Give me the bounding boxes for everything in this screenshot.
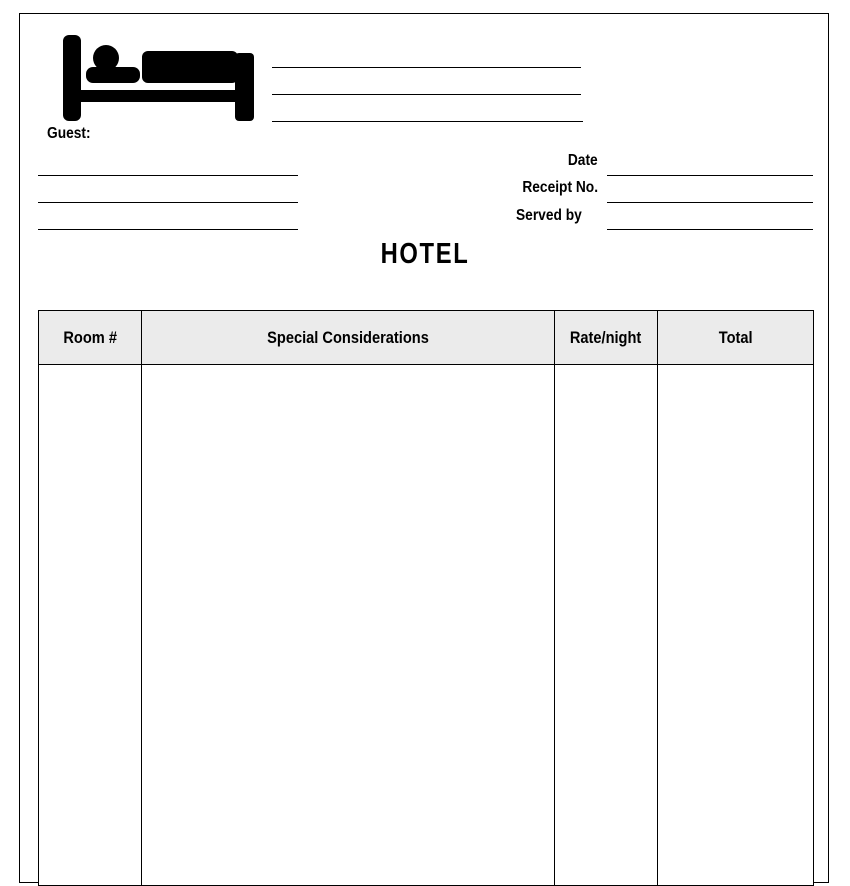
business-line-1[interactable]: [272, 67, 581, 68]
guest-line-3[interactable]: [38, 229, 298, 230]
guest-line-2[interactable]: [38, 202, 298, 203]
receipt-number-field-line[interactable]: [607, 202, 813, 203]
guest-line-1[interactable]: [38, 175, 298, 176]
page-title: HOTEL: [380, 238, 470, 270]
date-field-line[interactable]: [607, 175, 813, 176]
column-header-room: Room #: [39, 311, 142, 365]
room-cell[interactable]: [39, 365, 142, 886]
business-line-3[interactable]: [272, 121, 583, 122]
rate-cell[interactable]: [555, 365, 658, 886]
guest-label: Guest:: [47, 125, 91, 142]
table-header-row: [39, 311, 814, 365]
special-considerations-cell[interactable]: [142, 365, 555, 886]
served-by-label: Served by: [516, 207, 582, 224]
column-header-total: Total: [658, 311, 814, 365]
column-header-special-considerations: Special Considerations: [142, 311, 555, 365]
column-header-rate: Rate/night: [555, 311, 658, 365]
table-row: [39, 365, 814, 886]
served-by-field-line[interactable]: [607, 229, 813, 230]
bed-icon: [62, 33, 256, 123]
receipt-number-label: Receipt No.: [522, 179, 598, 196]
business-line-2[interactable]: [272, 94, 581, 95]
items-table: [38, 310, 814, 886]
date-label: Date: [568, 152, 598, 169]
total-cell[interactable]: [658, 365, 814, 886]
